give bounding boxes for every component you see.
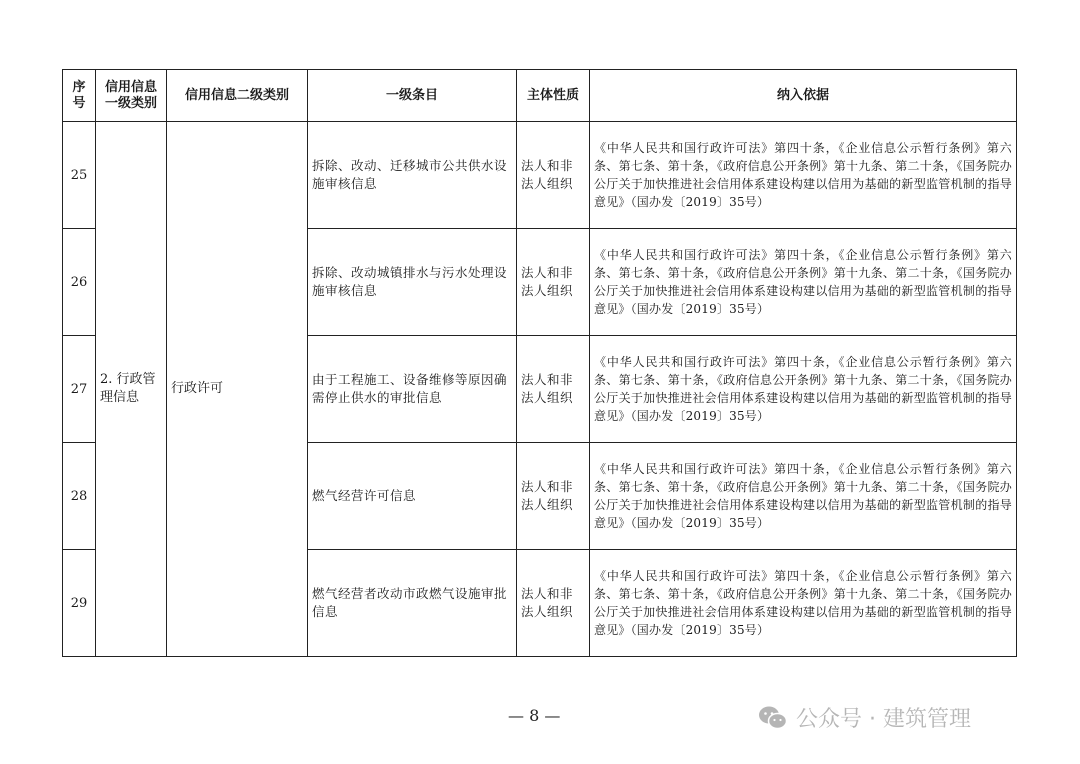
row-subject-nature: 法人和非法人组织 xyxy=(517,122,590,229)
header-serial-no: 序号 xyxy=(63,70,96,122)
row-serial-no: 27 xyxy=(63,336,96,443)
row-legal-basis: 《中华人民共和国行政许可法》第四十条，《企业信息公示暂行条例》第六条、第七条、第十条，《政府信息公开条例》第十九条、第二十条，《国务院办公厅关于加快推进社会信用体系建设构建以信用为基础的新型监管机制的指导意见》（国办发〔2019〕35号） xyxy=(590,443,1017,550)
row-subject-nature: 法人和非法人组织 xyxy=(517,229,590,336)
header-category-2: 信用信息二级类别 xyxy=(167,70,308,122)
row-subject-nature: 法人和非法人组织 xyxy=(517,336,590,443)
row-subject-nature: 法人和非法人组织 xyxy=(517,443,590,550)
watermark xyxy=(758,702,971,733)
row-item: 燃气经营者改动市政燃气设施审批信息 xyxy=(308,550,517,657)
category-2-cell: 行政许可 xyxy=(167,122,308,657)
table-header-row xyxy=(63,70,1017,122)
table-row xyxy=(63,122,1017,229)
credit-info-table xyxy=(62,69,1017,657)
row-legal-basis: 《中华人民共和国行政许可法》第四十条，《企业信息公示暂行条例》第六条、第七条、第十条，《政府信息公开条例》第十九条、第二十条，《国务院办公厅关于加快推进社会信用体系建设构建以信用为基础的新型监管机制的指导意见》（国办发〔2019〕35号） xyxy=(590,550,1017,657)
row-serial-no: 25 xyxy=(63,122,96,229)
row-serial-no: 28 xyxy=(63,443,96,550)
row-serial-no: 29 xyxy=(63,550,96,657)
row-legal-basis: 《中华人民共和国行政许可法》第四十条，《企业信息公示暂行条例》第六条、第七条、第十条，《政府信息公开条例》第十九条、第二十条，《国务院办公厅关于加快推进社会信用体系建设构建以信用为基础的新型监管机制的指导意见》（国办发〔2019〕35号） xyxy=(590,122,1017,229)
row-subject-nature: 法人和非法人组织 xyxy=(517,550,590,657)
header-item: 一级条目 xyxy=(308,70,517,122)
category-1-cell: 2. 行政管理信息 xyxy=(96,122,167,657)
row-item: 拆除、改动、迁移城市公共供水设施审核信息 xyxy=(308,122,517,229)
row-serial-no: 26 xyxy=(63,229,96,336)
watermark-text: 公众号 · 建筑管理 xyxy=(796,707,971,732)
wechat-icon xyxy=(758,705,788,731)
row-item: 拆除、改动城镇排水与污水处理设施审核信息 xyxy=(308,229,517,336)
header-category-1: 信用信息一级类别 xyxy=(96,70,167,122)
header-legal-basis: 纳入依据 xyxy=(590,70,1017,122)
row-legal-basis: 《中华人民共和国行政许可法》第四十条，《企业信息公示暂行条例》第六条、第七条、第十条，《政府信息公开条例》第十九条、第二十条，《国务院办公厅关于加快推进社会信用体系建设构建以信用为基础的新型监管机制的指导意见》（国办发〔2019〕35号） xyxy=(590,229,1017,336)
row-legal-basis: 《中华人民共和国行政许可法》第四十条，《企业信息公示暂行条例》第六条、第七条、第十条，《政府信息公开条例》第十九条、第二十条，《国务院办公厅关于加快推进社会信用体系建设构建以信用为基础的新型监管机制的指导意见》（国办发〔2019〕35号） xyxy=(590,336,1017,443)
page-number: — 8 — xyxy=(508,706,561,725)
row-item: 燃气经营许可信息 xyxy=(308,443,517,550)
row-item: 由于工程施工、设备维修等原因确需停止供水的审批信息 xyxy=(308,336,517,443)
header-subject-nature: 主体性质 xyxy=(517,70,590,122)
